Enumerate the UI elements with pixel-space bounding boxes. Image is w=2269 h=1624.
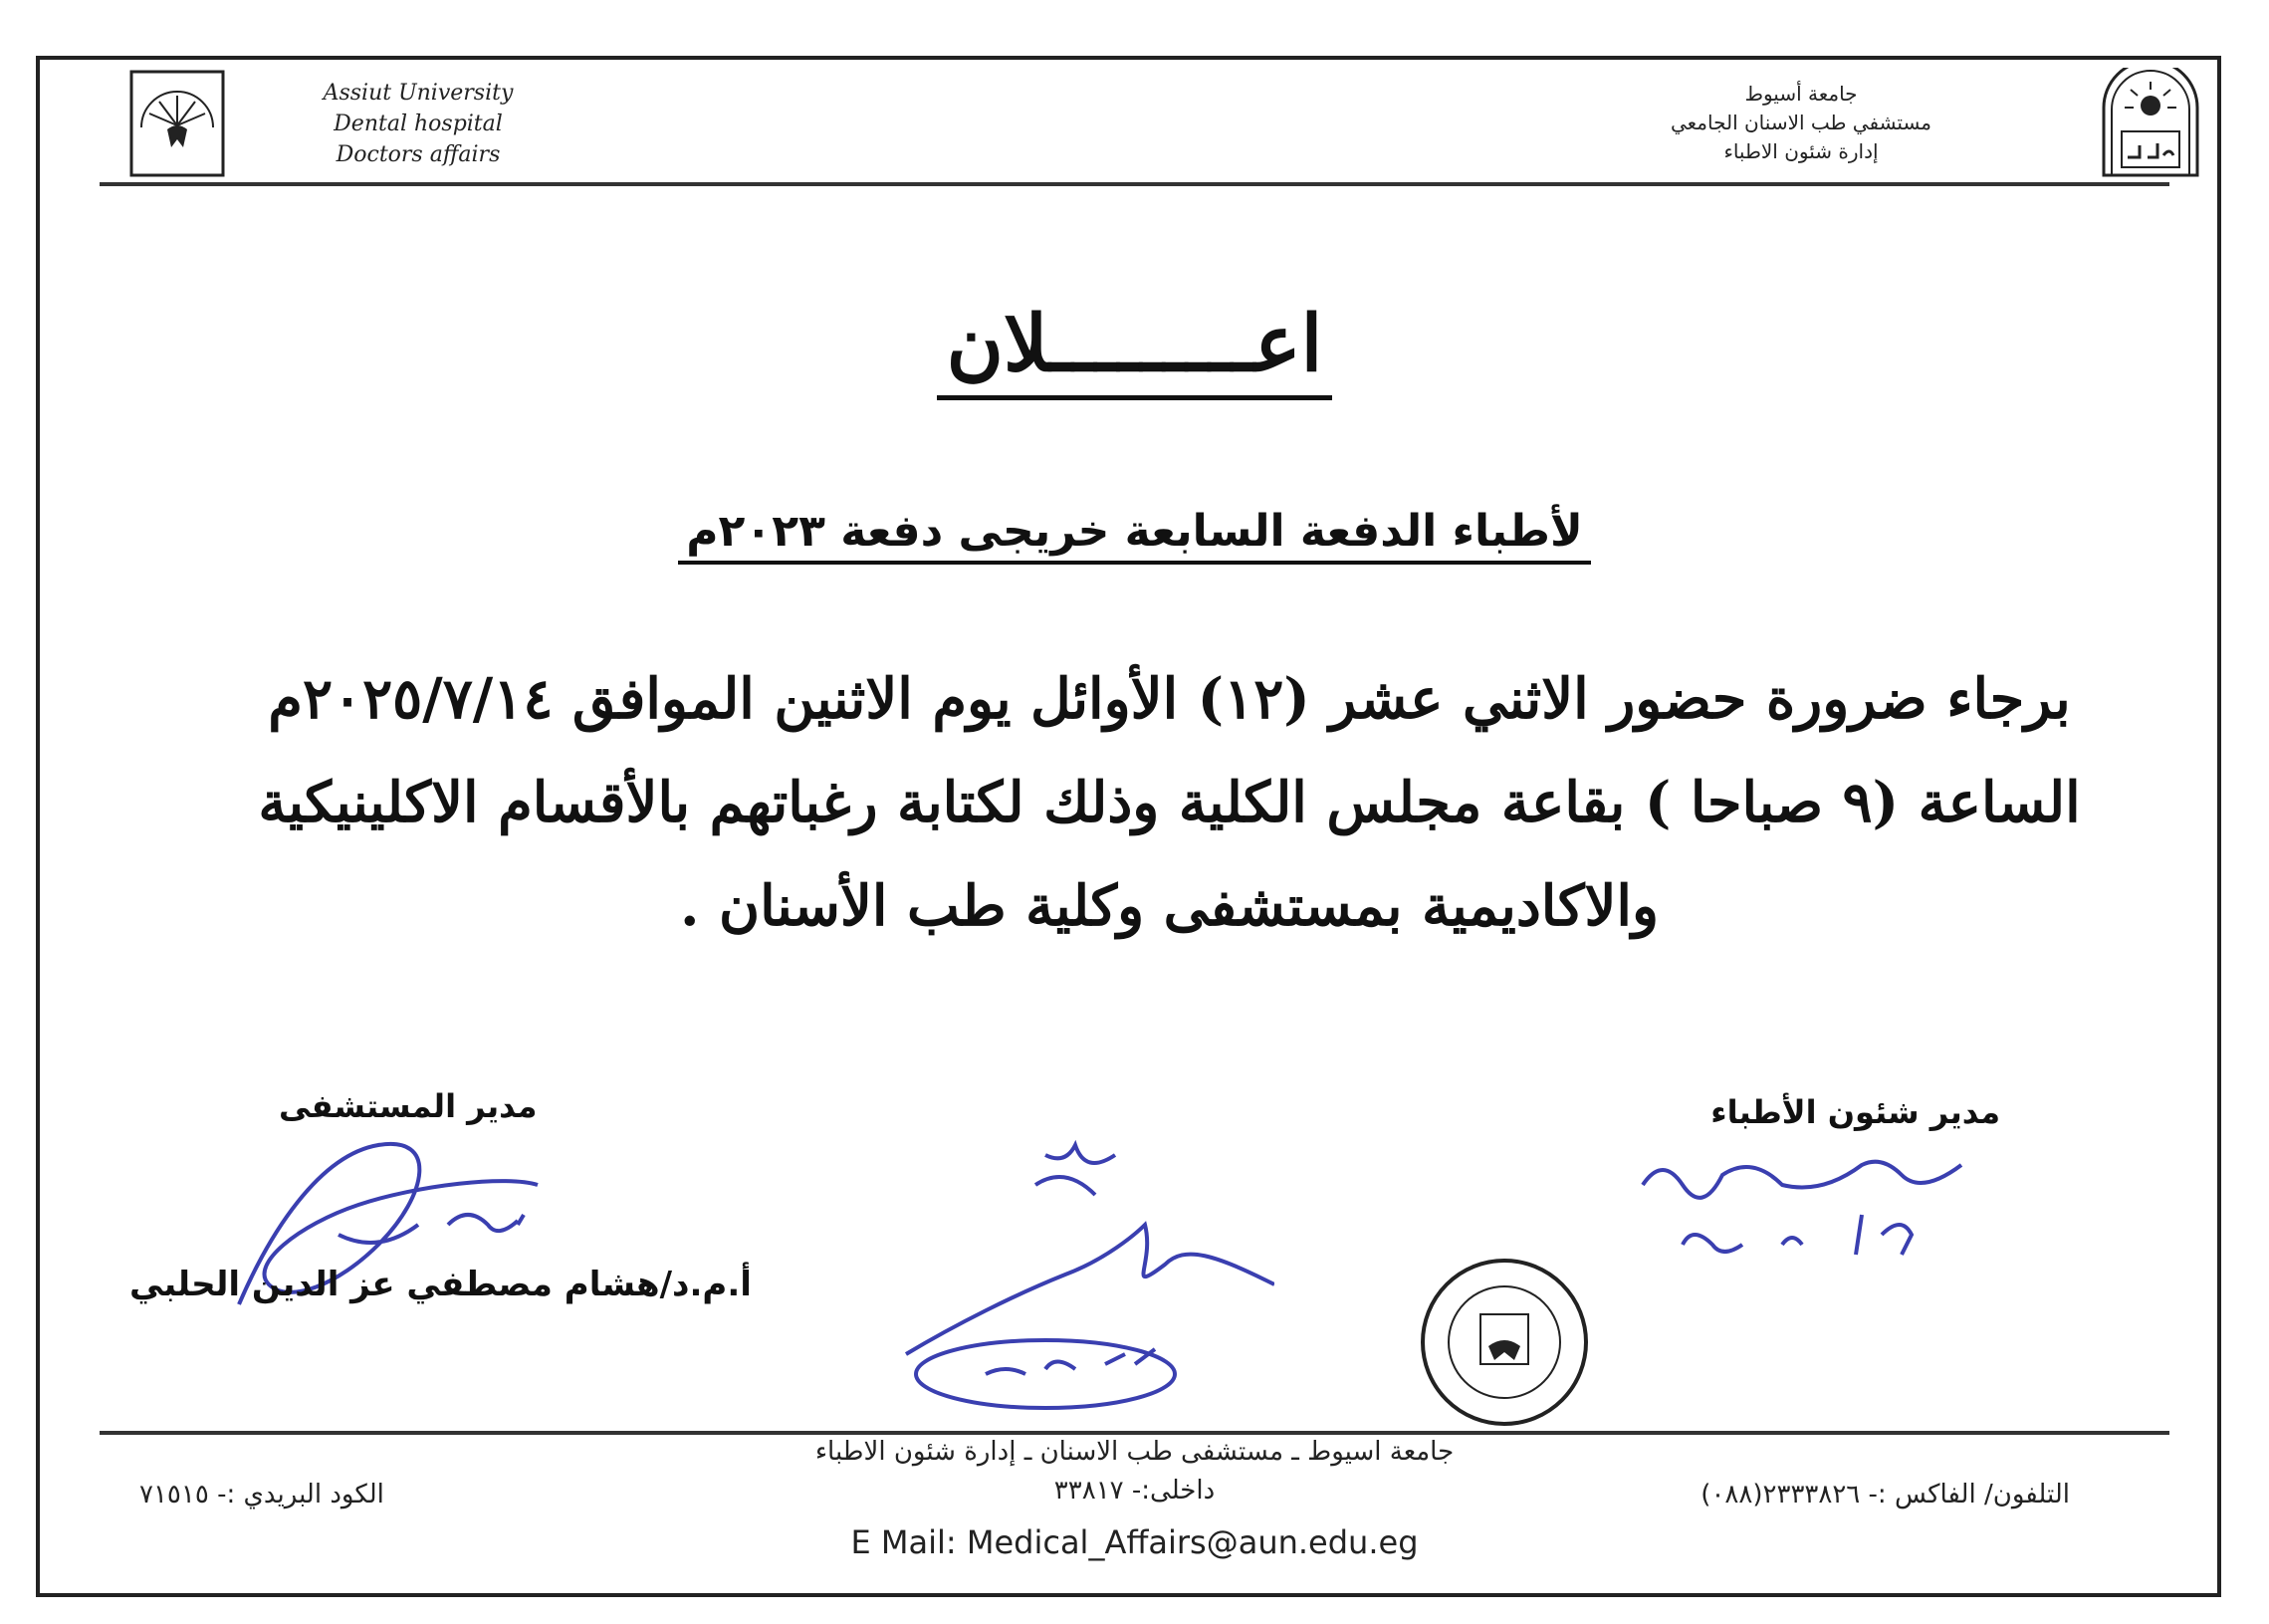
announcement-body: برجاء ضرورة حضور الاثني عشر (١٢) الأوائل يوم الاثنين الموافق ٢٠٢٥/٧/١٤م الساعة (٩ صباحا ) بقاعة مجلس الكلية وذلك لكتابة رغباتهم بالأقسام الاكلينيكية والاكاديمية بمستشفى وكلية طب الأسنان .	[258, 666, 2081, 939]
header-english	[289, 78, 548, 170]
header-ar-line-1: جامعة أسيوط	[1744, 82, 1858, 106]
doctors-affairs-role: مدير شئون الأطباء	[1710, 1093, 2000, 1131]
assiut-university-logo	[2098, 68, 2203, 179]
dentistry-faculty-logo	[127, 68, 227, 179]
footer-address: جامعة اسيوط ـ مستشفى طب الاسنان ـ إدارة شئون الاطباء	[814, 1437, 1455, 1467]
footer-phone: التلفون/ الفاكس :- ٢٣٣٣٨٢٦(٠٨٨)	[1701, 1480, 2070, 1509]
header-divider	[100, 182, 2169, 186]
hospital-director-name: أ.م.د/هشام مصطفي عز الدين الحلبي	[129, 1265, 752, 1304]
header-ar-line-2: مستشفي طب الاسنان الجامعي	[1670, 111, 1932, 134]
announcement-title-text: اعـــــــــلان	[937, 299, 1333, 400]
announcement-subtitle-text: لأطباء الدفعة السابعة خريجى دفعة ٢٠٢٣م	[678, 506, 1590, 565]
middle-signature	[896, 1125, 1274, 1414]
announcement-title	[0, 299, 2269, 400]
doctors-affairs-signature	[1623, 1135, 2001, 1275]
hospital-director-role: مدير المستشفى	[279, 1087, 538, 1125]
footer-email[interactable]: E Mail: Medical_Affairs@aun.edu.eg	[850, 1523, 1419, 1561]
header-en-line-1: Assiut University	[323, 81, 514, 106]
footer-postal-code: الكود البريدي :- ٧١٥١٥	[139, 1480, 384, 1509]
header-arabic	[1622, 80, 1980, 166]
official-stamp	[1419, 1257, 1590, 1428]
footer-divider	[100, 1431, 2169, 1435]
announcement-subtitle	[0, 506, 2269, 557]
footer-extension: داخلى:- ٣٣٨١٧	[1053, 1476, 1216, 1506]
header-en-line-2: Dental hospital	[334, 112, 503, 136]
header-ar-line-3: إدارة شئون الاطباء	[1723, 139, 1879, 163]
header-en-line-3: Doctors affairs	[336, 142, 501, 167]
